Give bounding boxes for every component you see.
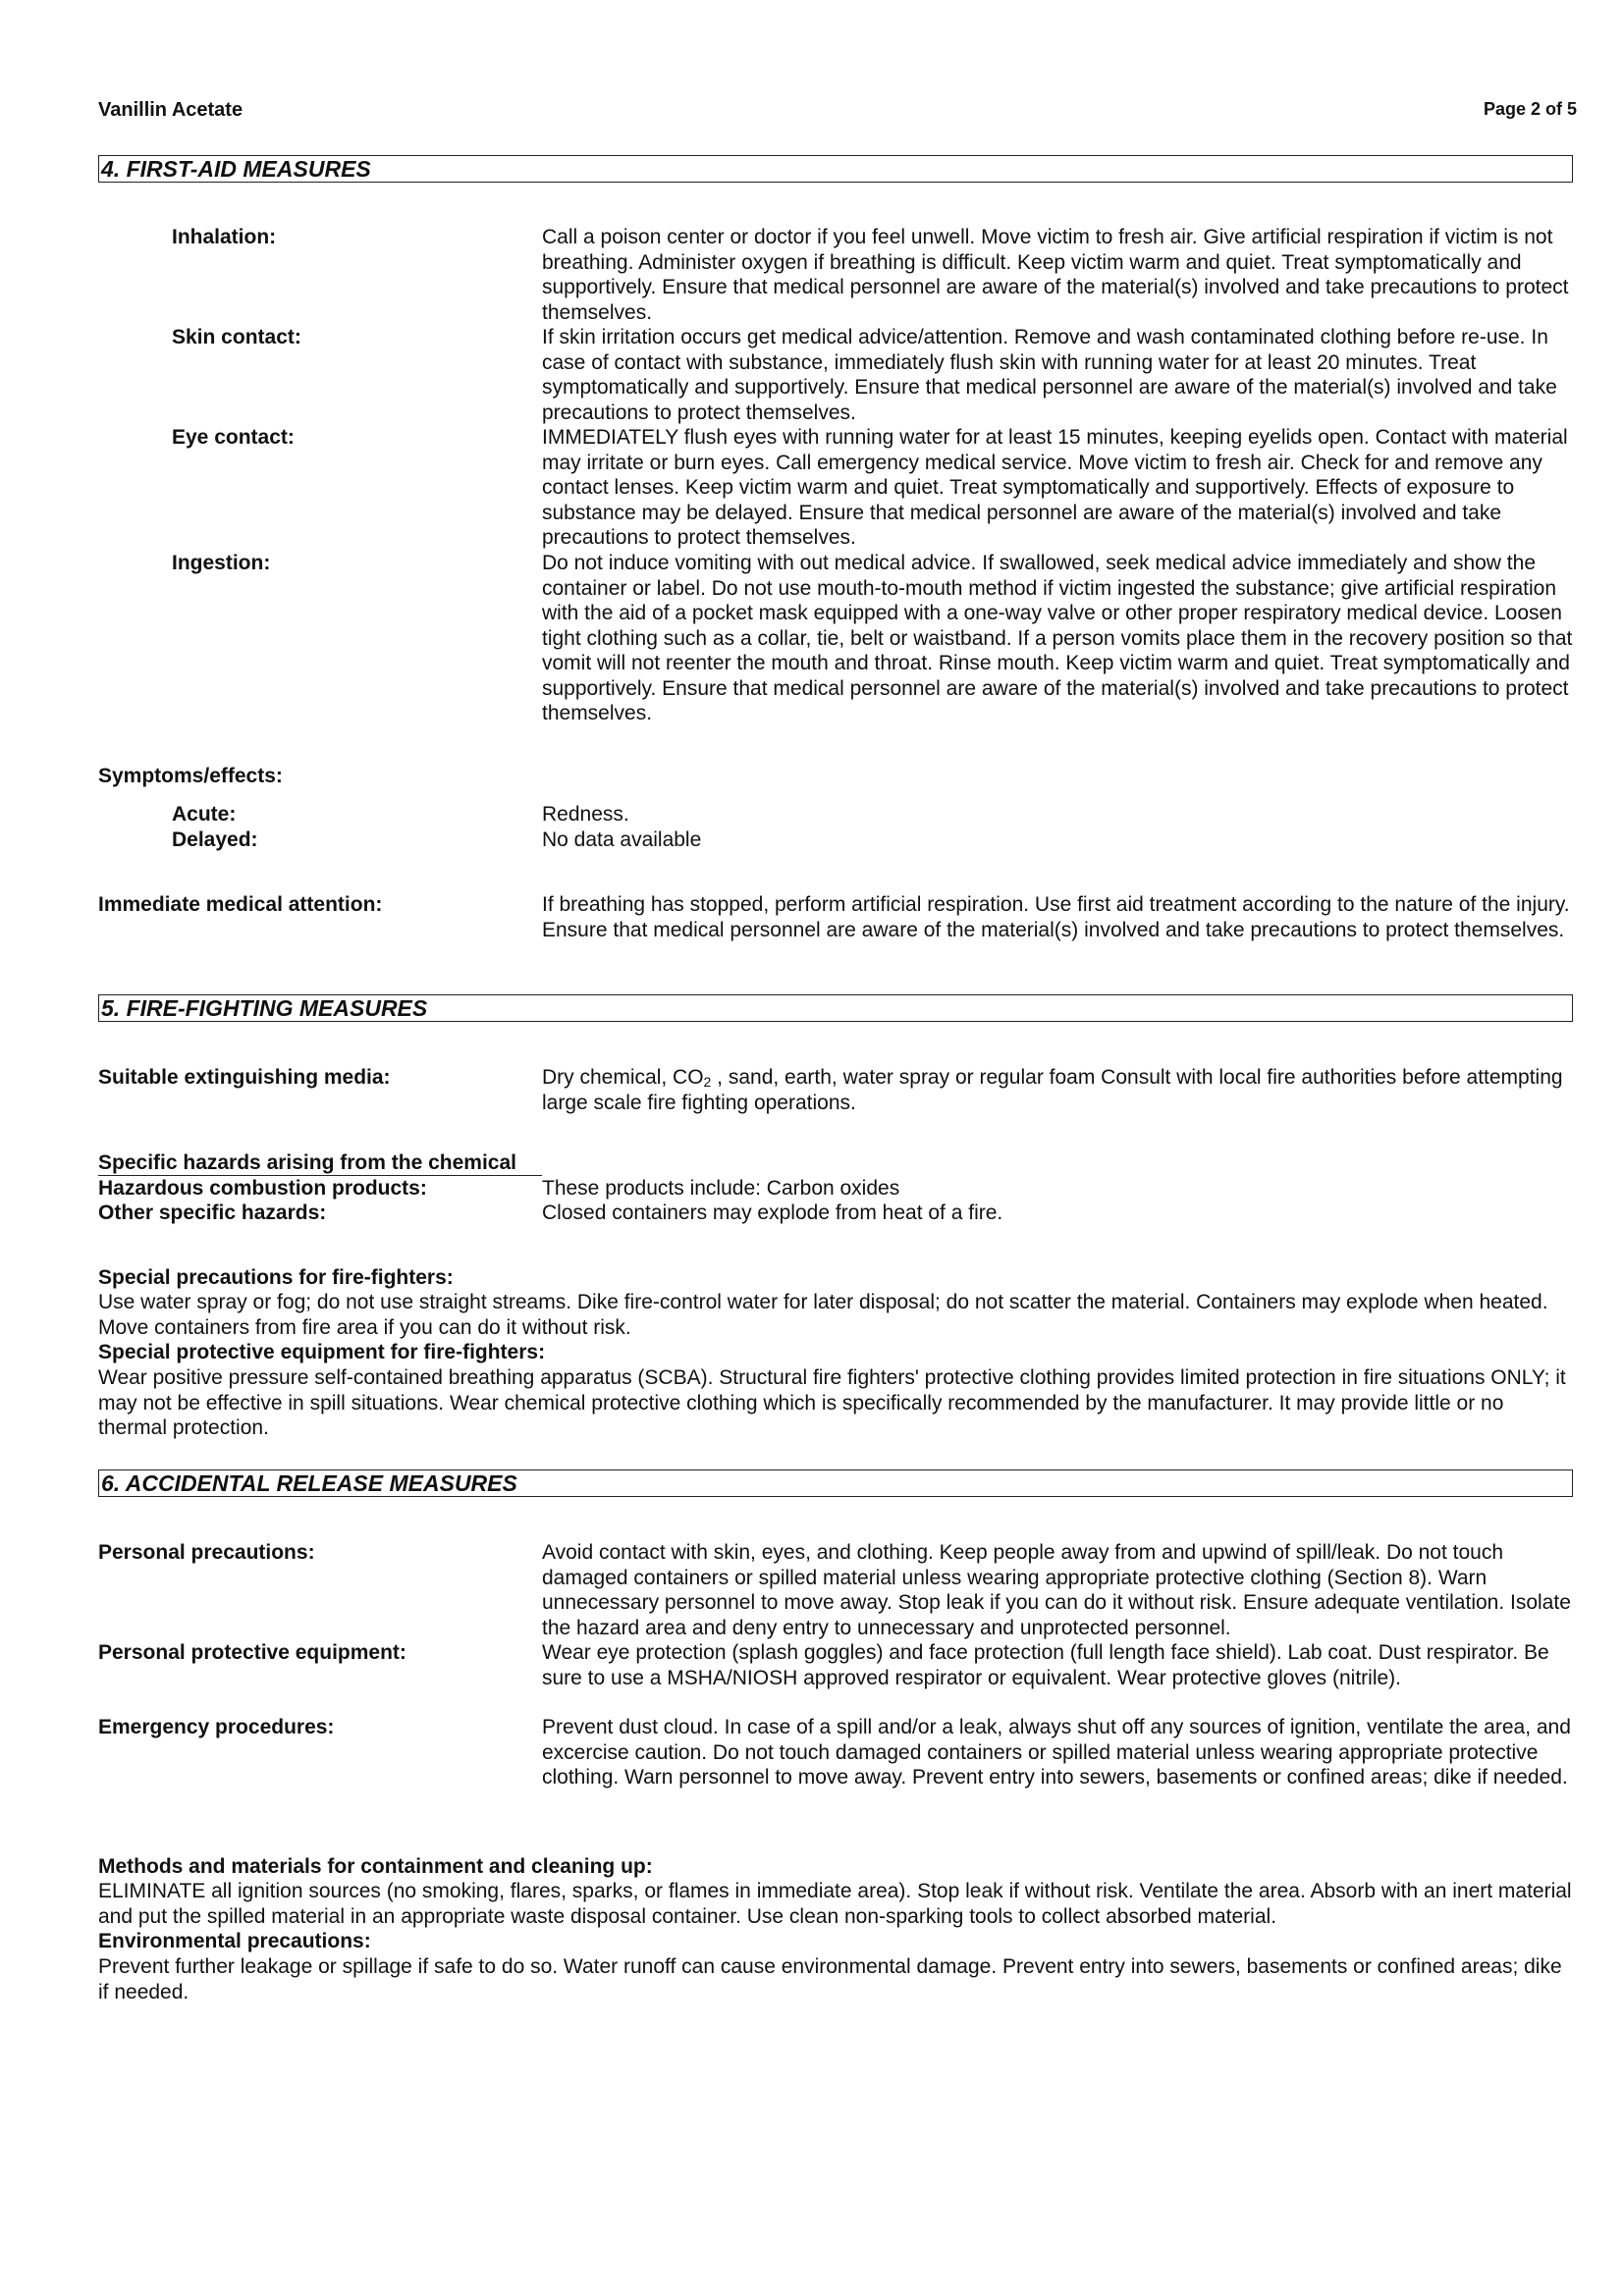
- firefighter-equipment-text: Wear positive pressure self-contained breathing apparatus (SCBA). Structural fire fighters' protective clothing provides limited protection in fire situations ONLY; it may not be effective in spill situations. Wear chemical protective clothing which is specifically recommended by the manufacturer. It may provide little or no thermal protection.: [98, 1366, 1566, 1439]
- combustion-products-text: These products include: Carbon oxides: [542, 1177, 900, 1200]
- combustion-products-label: Hazardous combustion products:: [98, 1177, 427, 1200]
- personal-precautions-text: Avoid contact with skin, eyes, and clothing. Keep people away from and upwind of spill/leak. Do not touch damaged containers or spilled material unless wearing appropriate protective clothing (Section 8). Warn unnecessary personnel to move away. Stop leak if you can do it without risk. Ensure adequate ventilation. Isolate the hazard area and deny entry to unnecessary and unprotected personnel.: [542, 1541, 1571, 1639]
- firefighter-precautions-text: Use water spray or fog; do not use straight streams. Dike fire-control water for later disposal; do not scatter the material. Containers may explode when heated. Move containers from fire area if you can do it without risk.: [98, 1291, 1548, 1339]
- immediate-attention-text: If breathing has stopped, perform artificial respiration. Use first aid treatment according to the nature of the injury. Ensure that medical personnel are aware of the material(s) involved and take precautions to protect themselves.: [542, 893, 1570, 941]
- section-5-title: 5. FIRE-FIGHTING MEASURES: [98, 994, 1573, 1022]
- containment-heading: Methods and materials for containment and cleaning up:: [98, 1855, 653, 1878]
- immediate-attention-label: Immediate medical attention:: [98, 893, 383, 916]
- emergency-procedures-label: Emergency procedures:: [98, 1716, 335, 1738]
- media-text-before: Dry chemical, CO: [542, 1066, 704, 1089]
- environmental-heading: Environmental precautions:: [98, 1930, 371, 1952]
- product-name: Vanillin Acetate: [98, 99, 243, 121]
- extinguishing-media-label: Suitable extinguishing media:: [98, 1066, 391, 1089]
- emergency-procedures-text: Prevent dust cloud. In case of a spill and/or a leak, always shut off any sources of ignition, ventilate the area, and excercise caution. Do not touch damaged containers or spilled material unless wearing appropriate protective clothing. Warn personnel to move away. Prevent entry into sewers, basements or confined areas; dike if needed.: [542, 1716, 1571, 1789]
- eye-contact-text: IMMEDIATELY flush eyes with running water for at least 15 minutes, keeping eyelids open. Contact with material may irritate or burn eyes. Call emergency medical service. Move victim to fresh air. Check for and remove any contact lenses. Keep victim warm and quiet. Treat symptomatically and supportively. Effects of exposure to substance may be delayed. Ensure that medical personnel are aware of the material(s) involved and take precautions to protect themselves.: [542, 426, 1568, 549]
- other-hazards-text: Closed containers may explode from heat of a fire.: [542, 1201, 1003, 1224]
- inhalation-label: Inhalation:: [172, 226, 277, 248]
- inhalation-text: Call a poison center or doctor if you feel unwell. Move victim to fresh air. Give artificial respiration if victim is not breathing. Administer oxygen if breathing is difficult. Keep victim warm and quiet. Treat symptomatically and supportively. Ensure that medical personnel are aware of the material(s) involved and take precautions to protect themselves.: [542, 226, 1569, 324]
- section-4-title: 4. FIRST-AID MEASURES: [98, 155, 1573, 183]
- section-6-title: 6. ACCIDENTAL RELEASE MEASURES: [98, 1469, 1573, 1497]
- personal-precautions-label: Personal precautions:: [98, 1541, 315, 1564]
- acute-label: Acute:: [172, 803, 237, 826]
- firefighter-equipment-heading: Special protective equipment for fire-fighters:: [98, 1341, 546, 1363]
- ppe-label: Personal protective equipment:: [98, 1641, 406, 1664]
- containment-text: ELIMINATE all ignition sources (no smoking, flares, sparks, or flames in immediate area). Stop leak if without risk. Ventilate the area. Absorb with an inert material and put the spilled material in an appropriate waste disposal container. Use clean non-sparking tools to collect absorbed material.: [98, 1880, 1572, 1928]
- ingestion-label: Ingestion:: [172, 552, 271, 574]
- specific-hazards-heading: Specific hazards arising from the chemical: [98, 1151, 516, 1174]
- ppe-text: Wear eye protection (splash goggles) and face protection (full length face shield). Lab coat. Dust respirator. Be sure to use a MSHA/NIOSH approved respirator or equivalent. Wear protective gloves (nitrile).: [542, 1641, 1549, 1689]
- skin-contact-label: Skin contact:: [172, 326, 301, 348]
- delayed-text: No data available: [542, 828, 702, 851]
- co2-subscript: 2: [703, 1074, 712, 1090]
- other-hazards-label: Other specific hazards:: [98, 1201, 327, 1224]
- eye-contact-label: Eye contact:: [172, 426, 295, 449]
- firefighter-precautions-heading: Special precautions for fire-fighters:: [98, 1266, 454, 1289]
- skin-contact-text: If skin irritation occurs get medical advice/attention. Remove and wash contaminated clothing before re-use. In case of contact with substance, immediately flush skin with running water for at least 20 minutes. Treat symptomatically and supportively. Ensure that medical personnel are aware of the material(s) involved and take precautions to protect themselves.: [542, 326, 1557, 424]
- acute-text: Redness.: [542, 803, 629, 826]
- page-number: Page 2 of 5: [1483, 99, 1577, 119]
- environmental-text: Prevent further leakage or spillage if safe to do so. Water runoff can cause environmental damage. Prevent entry into sewers, basements or confined areas; dike if needed.: [98, 1955, 1562, 2003]
- extinguishing-media-text: [542, 1065, 1578, 1115]
- symptoms-label: Symptoms/effects:: [98, 765, 283, 787]
- media-text-after: , sand, earth, water spray or regular foam Consult with local fire authorities before attempting large scale fire fighting operations.: [542, 1066, 1563, 1114]
- ingestion-text: Do not induce vomiting with out medical advice. If swallowed, seek medical advice immediately and show the container or label. Do not use mouth-to-mouth method if victim ingested the substance; give artificial respiration with the aid of a pocket mask equipped with a one-way valve or other proper respiratory medical device. Loosen tight clothing such as a collar, tie, belt or waistband. If a person vomits place them in the recovery position so that vomit will not reenter the mouth and throat. Rinse mouth. Keep victim warm and quiet. Treat symptomatically and supportively. Ensure that medical personnel are aware of the material(s) involved and take precautions to protect themselves.: [542, 552, 1573, 724]
- delayed-label: Delayed:: [172, 828, 258, 851]
